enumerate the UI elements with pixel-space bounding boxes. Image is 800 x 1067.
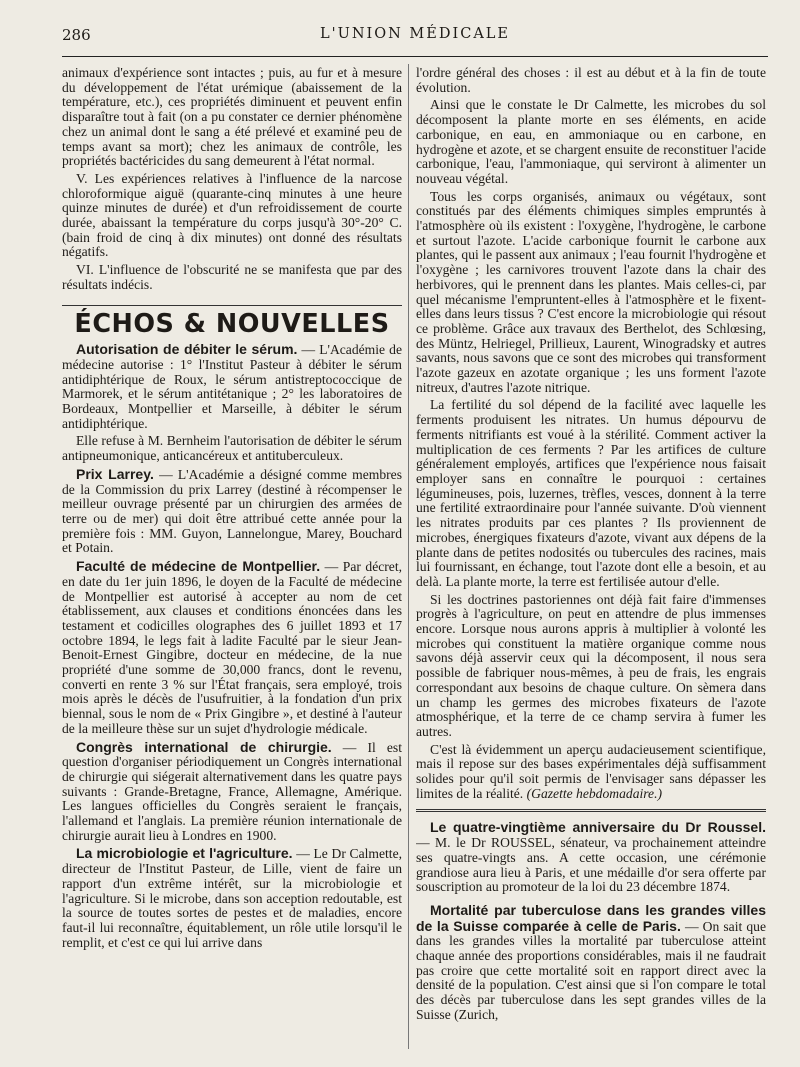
news-item [62,740,402,844]
item-rule [416,809,766,812]
news-item [62,342,402,431]
header-rule [62,56,768,57]
body-paragraph: VI. L'influence de l'obscurité ne se manifesta que par des résultats indécis. [62,262,402,292]
column-divider [408,64,409,1049]
closing-text: C'est là évidemment un aperçu audacieusement scientifique, mais il repose sur des bases expérimentales déjà suffisamment solides pour qu'il soit permis de l'envisager sans dépasser les limites de la réalité. [416,741,766,801]
news-item [62,434,402,463]
news-item [62,846,402,950]
left-column [62,66,402,1056]
right-column [416,66,766,1056]
news-item [416,903,766,1023]
page-number: 286 [62,26,91,44]
source-citation: (Gazette hebdomadaire.) [526,785,663,801]
news-item-title: Le quatre-vingtième anniversaire du Dr Roussel. [430,819,766,836]
news-item-body: — Par décret, en date du 1er juin 1896, le doyen de la Faculté de médecine de Montpellier est autorisé à accepter au nom de cet établissement, aux clauses et conditions énoncées dans les testament et codicilles olographes des 6 juillet 1893 et 17 octobre 1894, le legs fait à ladite Faculté par le sieur Jean-Benoit-Ernest Gingibre, docteur en médecine, de la nue propriété d'une somme de 30,000 francs, dont le revenu, converti en rente 3 % sur l'État français, sera employé, trois mois après le décès de l'usufruitier, à la fondation d'un prix biennal, sous le nom de « Prix Gingibre », et destiné à l'auteur de la meilleure thèse sur un sujet d'hydrologie médicale. [62,559,402,736]
news-item [62,559,402,736]
news-item-body: Elle refuse à M. Bernheim l'autorisation de débiter le sérum antipneumonique, anticancéreux et antituberculeux. [62,433,402,464]
body-paragraph: Si les doctrines pastoriennes ont déjà fait faire d'immenses progrès à l'agriculture, on peut en attendre de plus immenses encore. Lorsque nous aurons appris à multiplier à volonté les microbes qui constituent la matière organique comme nous savons déjà asservir ceux qui la décomposent, il nous sera possible de fabriquer nous-mêmes, à peu de frais, les engrais correspondant aux besoins de chaque culture. On sèmera dans un champ les germes des microbes fixateurs de l'azote atmosphérique, et la terre de ce champ servira à fumer les autres. [416,591,766,739]
body-paragraph: V. Les expériences relatives à l'influence de la narcose chloroformique aiguë (quarante-cinq minutes à une heure quinze minutes de durée) et d'un refroidissement de courte durée, abaissant la température du corps jusqu'à 30°-20° C. (bain froid de cinq à dix minutes) ont donné des résultats négatifs. [62,170,402,260]
news-item-title: Congrès international de chirurgie. [76,738,332,755]
news-item-body: — L'Académie de médecine autorise : 1° l'Institut Pasteur à débiter le sérum antidiphtérique de Roux, le sérum antistreptococcique de Marmorek, et le sérum antitétanique ; 2° les laboratoires de Bordeaux, Montpellier et Marseille, à débiter le sérum antidiphtérique. [62,342,402,431]
news-item-title: Mortalité par tuberculose dans les grandes villes de la Suisse comparée à celle de Paris. [416,901,766,934]
news-item-body: — L'Académie a désigné comme membres de la Commission du prix Larrey (destiné à récompenser le meilleur ouvrage présenté par un chirurgien des armées de terre ou de mer) qui doit être attribué cette année pour la première fois : MM. Guyon, Lannelongue, Marey, Bouchard et Potain. [62,466,402,556]
news-item-title: La microbiologie et l'agriculture. [76,845,293,862]
body-paragraph: La fertilité du sol dépend de la facilité avec laquelle les ferments produisent les nitrates. Un humus dépourvu de ferments nitrifiants est voué à la stérilité. Comment activer la multiplication de ces ferments ? Par les artifices de culture généralement employés, artifices que l'expérience nous faisait employer sans en connaître le pourquoi : certaines légumineuses, pois, luzernes, trèfles, vesces, donnent à la terre une fertilité extraordinaire pour l'année suivante. D'où viennent les nitrates produits par ces plantes ? Ils proviennent de microbes, énergiques fixateurs d'azote, vivant aux dépens de la plante dans de petites nodosités ou tubercules des racines, mais lui fournissant, en échange, tout l'azote dont elle a besoin, et au delà. La plante morte, la terre est fertilisée autour d'elle. [416,397,766,589]
section-title: ÉCHOS & NOUVELLES [74,308,390,339]
news-item [62,467,402,556]
news-item [416,820,766,895]
news-item-title: Autorisation de débiter le sérum. [76,341,298,358]
body-paragraph: animaux d'expérience sont intactes ; puis, au fur et à mesure du développement de l'état urémique (abaissement de la température, etc.), ces propriétés diminuent et peuvent enfin disparaître tout à fait (on a pu constater ce dernier phénomène chez un animal dont le sang a été prélevé et examiné peu de temps avant sa mort); chez les animaux de contrôle, les propriétés bactéricides du sang demeurent à l'état normal. [62,66,402,169]
news-item-body: — Le Dr Calmette, directeur de l'Institut Pasteur, de Lille, vient de faire un rapport d'un extrême intérêt, sur la microbiologie et l'agriculture. Si le microbe, dans son acception redoutable, est la source de toutes sortes de pestes et de maladies, encore faut-il lui reconnaître, équitablement, un rôle utile lorsqu'il le remplit, et c'est ce qui lui arrive dans [62,846,402,950]
news-item-title: Prix Larrey. [76,465,154,482]
news-item-body: — On sait que dans les grandes villes la mortalité par tuberculose atteint chaque année des proportions considérables, mais il ne faudrait pas croire que cette mortalité soit en rapport direct avec la densité de la population. C'est ainsi que si l'on compare le total des décès par tuberculose dans les sept grandes villes de la Suisse (Zurich, [416,918,766,1022]
body-paragraph: l'ordre général des choses : il est au début et à la fin de toute évolution. [416,66,766,95]
news-item-body: — M. le Dr ROUSSEL, sénateur, va prochainement atteindre ses quatre-vingts ans. A cette occasion, une cérémonie grandiose aura lieu à Paris, et une médaille d'or sera offerte par souscription au promoteur de la loi du 23 décembre 1874. [416,835,766,895]
body-paragraph: Tous les corps organisés, animaux ou végétaux, sont constitués par des éléments chimiques simples empruntés à l'atmosphère où ils existent : l'oxygène, l'hydrogène, le carbone et surtout l'azote. L'acide carbonique fournit le carbone aux plantes, qui le passent aux animaux ; l'eau fournit l'hydrogène et l'oxygène ; les carnivores trouvent l'azote dans la chair des herbivores, qui le prennent dans les plantes. Mais celles-ci, par quel mécanisme l'empruntent-elles à l'atmosphère et le fixent-elles dans leurs tissus ? C'est encore la microbiologie qui résout ce problème. Grâce aux travaux des Berthelot, des Schlœsing, des Müntz, Helriegel, Prillieux, Laurent, Winogradsky et autres savants, nous savons que ce sont des microbes qui transforment l'azote gazeux en azotate organique ; les uns forment l'azote nitreux, d'autres l'azote nitrique. [416,188,766,395]
running-title: L'UNION MÉDICALE [320,26,510,42]
page-header [62,26,768,50]
body-paragraph [416,743,766,802]
news-item-title: Faculté de médecine de Montpellier. [76,558,321,575]
body-paragraph: Ainsi que le constate le Dr Calmette, les microbes du sol décomposent la plante morte en ses éléments, en acide carbonique, en eau, en ammoniaque ou en carbone, en hydrogène et azote, et se chargent ensuite de reconstituer l'acide carbonique, l'eau, l'ammoniaque, qui serviront à alimenter un nouveau végétal. [416,97,766,186]
news-item-body: — Il est question d'organiser périodiquement un Congrès international de chirurgie qui siégerait alternativement dans les quatre pays suivants : Grande-Bretagne, France, Allemagne, Amérique. Les langues officielles du Congrès seraient le français, l'allemand et l'anglais. La première réunion internationale de chirurgie aurait lieu à Londres en 1900. [62,739,402,843]
section-rule [62,305,402,306]
